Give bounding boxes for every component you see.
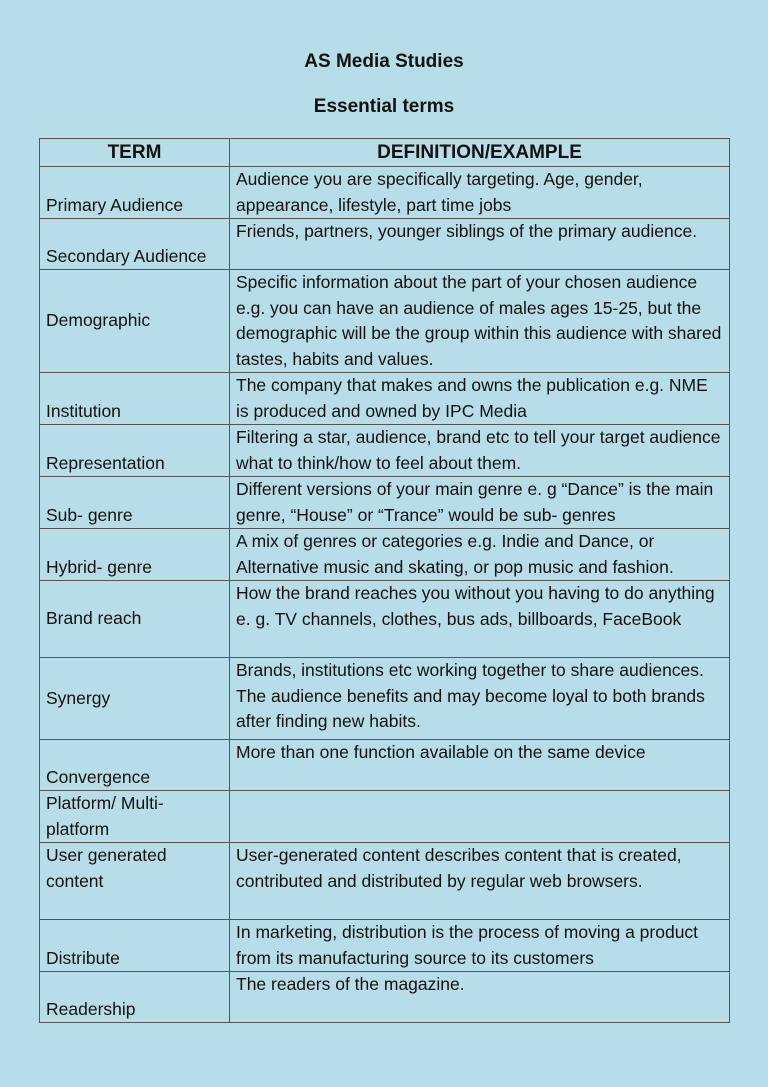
definition-cell: How the brand reaches you without you having to do anything e. g. TV channels, clothes, bus ads, billboards, FaceBook (230, 581, 730, 658)
table-row (40, 740, 730, 791)
term-cell: Readership (40, 972, 230, 1023)
definition-cell: The readers of the magazine. (230, 972, 730, 1023)
table-row (40, 425, 730, 477)
term-cell: Primary Audience (40, 167, 230, 219)
definition-cell: User-generated content describes content that is created, contributed and distributed by regular web browsers. (230, 843, 730, 920)
definition-cell: In marketing, distribution is the process of moving a product from its manufacturing source to its customers (230, 920, 730, 972)
term-cell: Hybrid- genre (40, 529, 230, 581)
term-cell: Convergence (40, 740, 230, 791)
terms-table (39, 138, 730, 1023)
table-row (40, 373, 730, 425)
term-cell: Representation (40, 425, 230, 477)
definition-cell (230, 791, 730, 843)
table-row (40, 581, 730, 658)
table-row (40, 167, 730, 219)
definition-cell: More than one function available on the same device (230, 740, 730, 791)
table-row (40, 791, 730, 843)
table-row (40, 270, 730, 373)
definition-cell: Audience you are specifically targeting. Age, gender, appearance, lifestyle, part time jobs (230, 167, 730, 219)
definition-cell: A mix of genres or categories e.g. Indie and Dance, or Alternative music and skating, or pop music and fashion. (230, 529, 730, 581)
definition-cell: Friends, partners, younger siblings of the primary audience. (230, 219, 730, 270)
page-title: AS Media Studies (304, 51, 464, 72)
term-cell: Brand reach (40, 581, 230, 658)
column-header-definition: DEFINITION/EXAMPLE (230, 139, 730, 167)
table-row (40, 920, 730, 972)
term-cell: Distribute (40, 920, 230, 972)
column-header-term: TERM (40, 139, 230, 167)
term-cell: User generated content (40, 843, 230, 920)
table-row (40, 972, 730, 1023)
term-cell: Sub- genre (40, 477, 230, 529)
definition-cell: Brands, institutions etc working together to share audiences. The audience benefits and may become loyal to both brands after finding new habits. (230, 658, 730, 740)
table-row (40, 843, 730, 920)
term-cell: Secondary Audience (40, 219, 230, 270)
term-cell: Demographic (40, 270, 230, 373)
term-cell: Synergy (40, 658, 230, 740)
definition-cell: Different versions of your main genre e. g “Dance” is the main genre, “House” or “Trance” would be sub- genres (230, 477, 730, 529)
table-row (40, 529, 730, 581)
page-subtitle: Essential terms (313, 96, 455, 117)
table-row (40, 219, 730, 270)
definition-cell: Specific information about the part of your chosen audience e.g. you can have an audience of males ages 15-25, but the demographic will be the group within this audience with shared tastes, habits and values. (230, 270, 730, 373)
definition-cell: Filtering a star, audience, brand etc to tell your target audience what to think/how to feel about them. (230, 425, 730, 477)
table-row (40, 658, 730, 740)
table-header-row (40, 139, 730, 167)
definition-cell: The company that makes and owns the publication e.g. NME is produced and owned by IPC Media (230, 373, 730, 425)
table-row (40, 477, 730, 529)
term-cell: Platform/ Multi-platform (40, 791, 230, 843)
term-cell: Institution (40, 373, 230, 425)
